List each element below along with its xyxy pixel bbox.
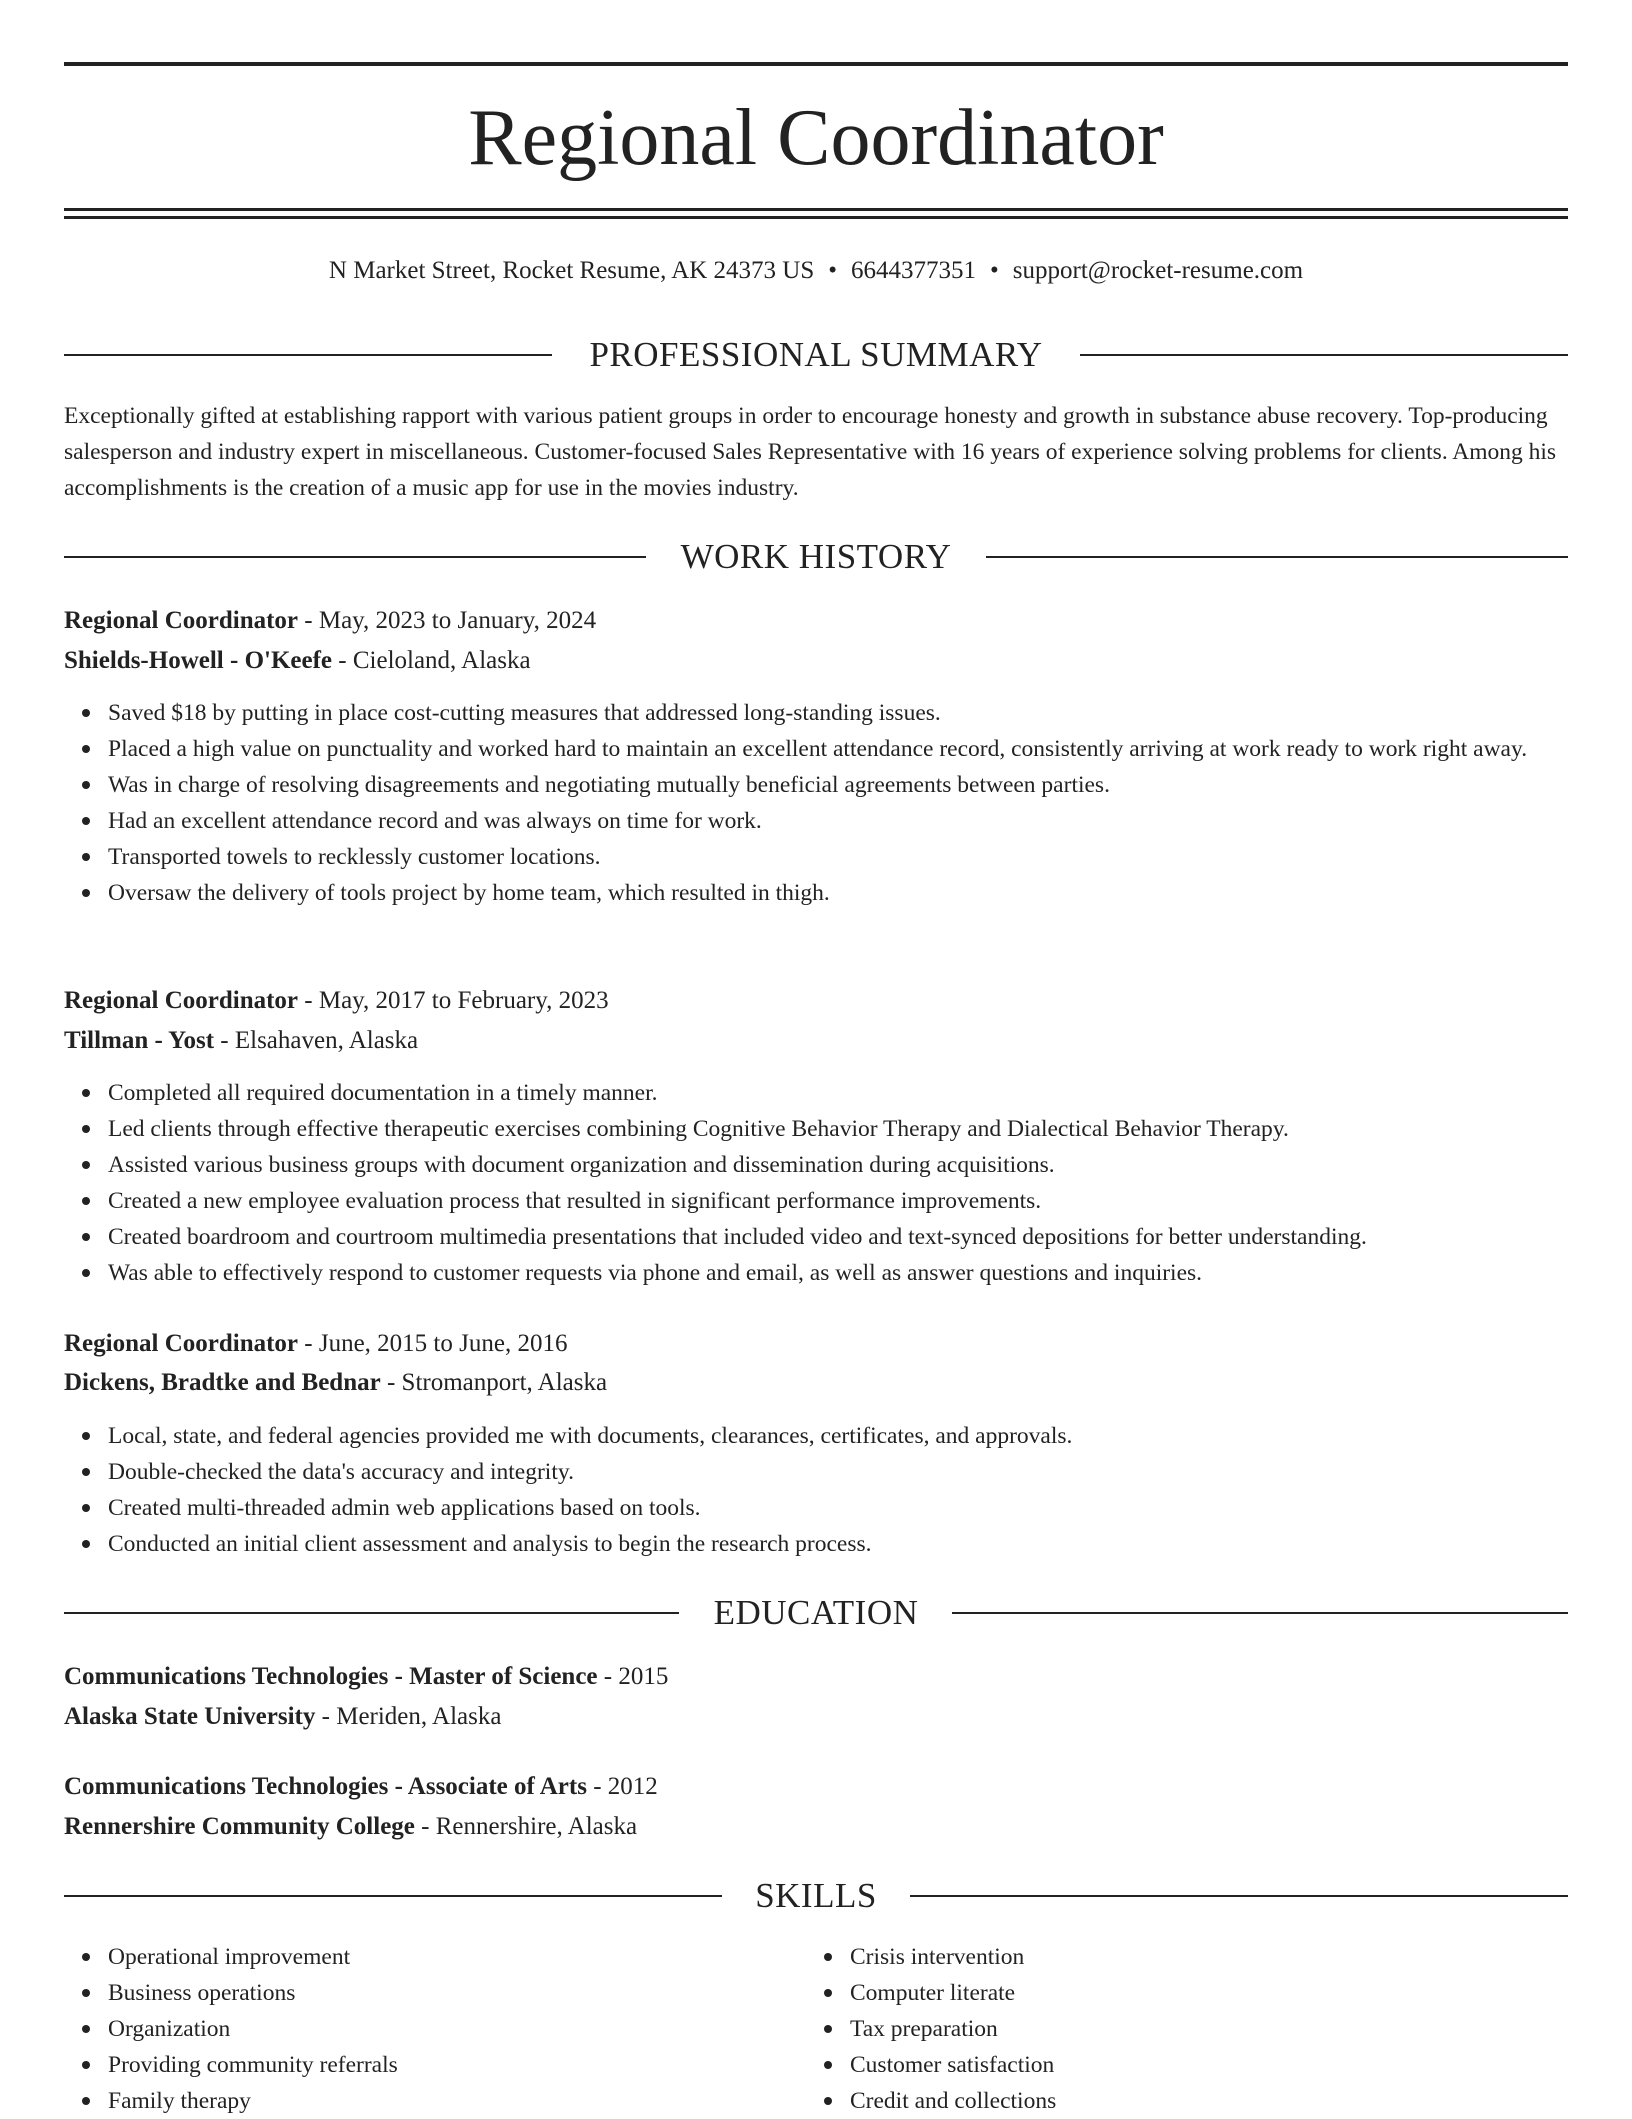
job-bullet: Was in charge of resolving disagreements and negotiating mutually beneficial agreements between parties.	[108, 767, 1568, 803]
section-title: EDUCATION	[682, 1593, 951, 1632]
section-heading-education	[64, 1591, 1568, 1635]
job-bullet: Assisted various business groups with document organization and dissemination during acquisitions.	[108, 1147, 1568, 1183]
job-bullet: Double-checked the data's accuracy and integrity.	[108, 1454, 1568, 1490]
job-title: Regional Coordinator	[64, 1330, 299, 1357]
section-heading-work-history	[64, 535, 1568, 579]
skill-item: Crisis intervention	[850, 1939, 1546, 1975]
skill-item: Organization	[108, 2011, 804, 2047]
job-title-line	[64, 982, 1568, 1020]
job-bullet: Conducted an initial client assessment and analysis to begin the research process.	[108, 1526, 1568, 1562]
skill-item: Credit and collections	[850, 2083, 1546, 2119]
job-bullet: Was able to effectively respond to customer requests via phone and email, as well as answer questions and inquiries.	[108, 1255, 1568, 1291]
skill-item: Tax preparation	[850, 2011, 1546, 2047]
job-bullet: Had an excellent attendance record and was always on time for work.	[108, 803, 1568, 839]
job-title: Regional Coordinator	[64, 987, 299, 1014]
job-bullet: Saved $18 by putting in place cost-cutting measures that addressed long-standing issues.	[108, 695, 1568, 731]
education-year: - 2015	[597, 1663, 669, 1690]
summary-text: Exceptionally gifted at establishing rapport with various patient groups in order to encourage honesty and growth in substance abuse recovery. Top-producing salesperson and industry expert in miscellaneous. Customer-focused Sales Representative with 16 years of experience solving problems for clients. Among his accomplishments is the creation of a music app for use in the movies industry.	[64, 403, 1557, 501]
job-company-line	[64, 1364, 1568, 1402]
job-bullet-list	[64, 1075, 1568, 1291]
job-dates: - May, 2017 to February, 2023	[298, 987, 609, 1014]
contact-separator: •	[990, 257, 999, 284]
section-title: WORK HISTORY	[649, 537, 984, 576]
skill-item: Operational improvement	[108, 1939, 804, 1975]
job-company: Tillman - Yost	[64, 1027, 215, 1054]
skills-list-right	[806, 1939, 1546, 2119]
skill-item: Computer literate	[850, 1975, 1546, 2011]
job-bullet: Transported towels to recklessly customer locations.	[108, 839, 1568, 875]
contact-separator: •	[828, 257, 838, 284]
header-double-rule-lower	[64, 216, 1568, 219]
job-bullet: Placed a high value on punctuality and worked hard to maintain an excellent attendance record, consistently arriving at work ready to work right away.	[108, 731, 1568, 767]
job-title-line	[64, 1325, 1568, 1363]
job-bullet: Created boardroom and courtroom multimedia presentations that included video and text-synced depositions for better understanding.	[108, 1219, 1568, 1255]
job-title-line	[64, 602, 1568, 640]
job-location: - Cieloland, Alaska	[332, 647, 531, 674]
education-location: - Rennershire, Alaska	[414, 1813, 638, 1840]
education-school: Rennershire Community College	[64, 1813, 415, 1840]
education-year: - 2012	[586, 1773, 658, 1800]
job-bullet-list	[64, 695, 1568, 911]
skill-item: Customer satisfaction	[850, 2047, 1546, 2083]
section-heading-skills	[64, 1874, 1568, 1918]
contact-phone: 6644377351	[851, 257, 977, 284]
job-company-line	[64, 1022, 1568, 1060]
education-degree: Communications Technologies - Associate of Arts	[64, 1773, 587, 1800]
job-location: - Stromanport, Alaska	[380, 1369, 608, 1396]
job-bullet: Created a new employee evaluation process that resulted in significant performance improvements.	[108, 1183, 1568, 1219]
job-location: - Elsahaven, Alaska	[214, 1027, 419, 1054]
contact-email: support@rocket-resume.com	[1012, 257, 1304, 284]
header-top-rule	[64, 62, 1568, 66]
education-school-line	[64, 1698, 1568, 1736]
job-company: Shields-Howell - O'Keefe	[64, 647, 333, 674]
education-school-line	[64, 1808, 1568, 1846]
job-bullet: Led clients through effective therapeutic exercises combining Cognitive Behavior Therapy and Dialectical Behavior Therapy.	[108, 1111, 1568, 1147]
job-title: Regional Coordinator	[64, 607, 299, 634]
job-bullet: Oversaw the delivery of tools project by home team, which resulted in thigh.	[108, 875, 1568, 911]
job-dates: - May, 2023 to January, 2024	[298, 607, 597, 634]
section-title: SKILLS	[723, 1876, 909, 1915]
section-title: PROFESSIONAL SUMMARY	[557, 335, 1074, 374]
skills-list-left	[64, 1939, 804, 2119]
education-location: - Meriden, Alaska	[315, 1703, 502, 1730]
resume-title: Regional Coordinator	[468, 94, 1164, 182]
job-bullet-list	[64, 1418, 1568, 1562]
job-bullet: Created multi-threaded admin web applications based on tools.	[108, 1490, 1568, 1526]
skill-item: Providing community referrals	[108, 2047, 804, 2083]
education-degree-line	[64, 1658, 1568, 1696]
contact-line	[64, 253, 1568, 289]
education-school: Alaska State University	[64, 1703, 316, 1730]
job-company-line	[64, 642, 1568, 680]
header-double-rule-upper	[64, 208, 1568, 211]
job-bullet: Completed all required documentation in a timely manner.	[108, 1075, 1568, 1111]
job-dates: - June, 2015 to June, 2016	[298, 1330, 568, 1357]
skill-item: Business operations	[108, 1975, 804, 2011]
section-heading-summary	[64, 333, 1568, 377]
education-degree: Communications Technologies - Master of Science	[64, 1663, 598, 1690]
contact-address: N Market Street, Rocket Resume, AK 24373 US	[328, 257, 815, 284]
education-degree-line	[64, 1768, 1568, 1806]
job-bullet: Local, state, and federal agencies provided me with documents, clearances, certificates, and approvals.	[108, 1418, 1568, 1454]
job-company: Dickens, Bradtke and Bednar	[64, 1369, 381, 1396]
skill-item: Family therapy	[108, 2083, 804, 2119]
